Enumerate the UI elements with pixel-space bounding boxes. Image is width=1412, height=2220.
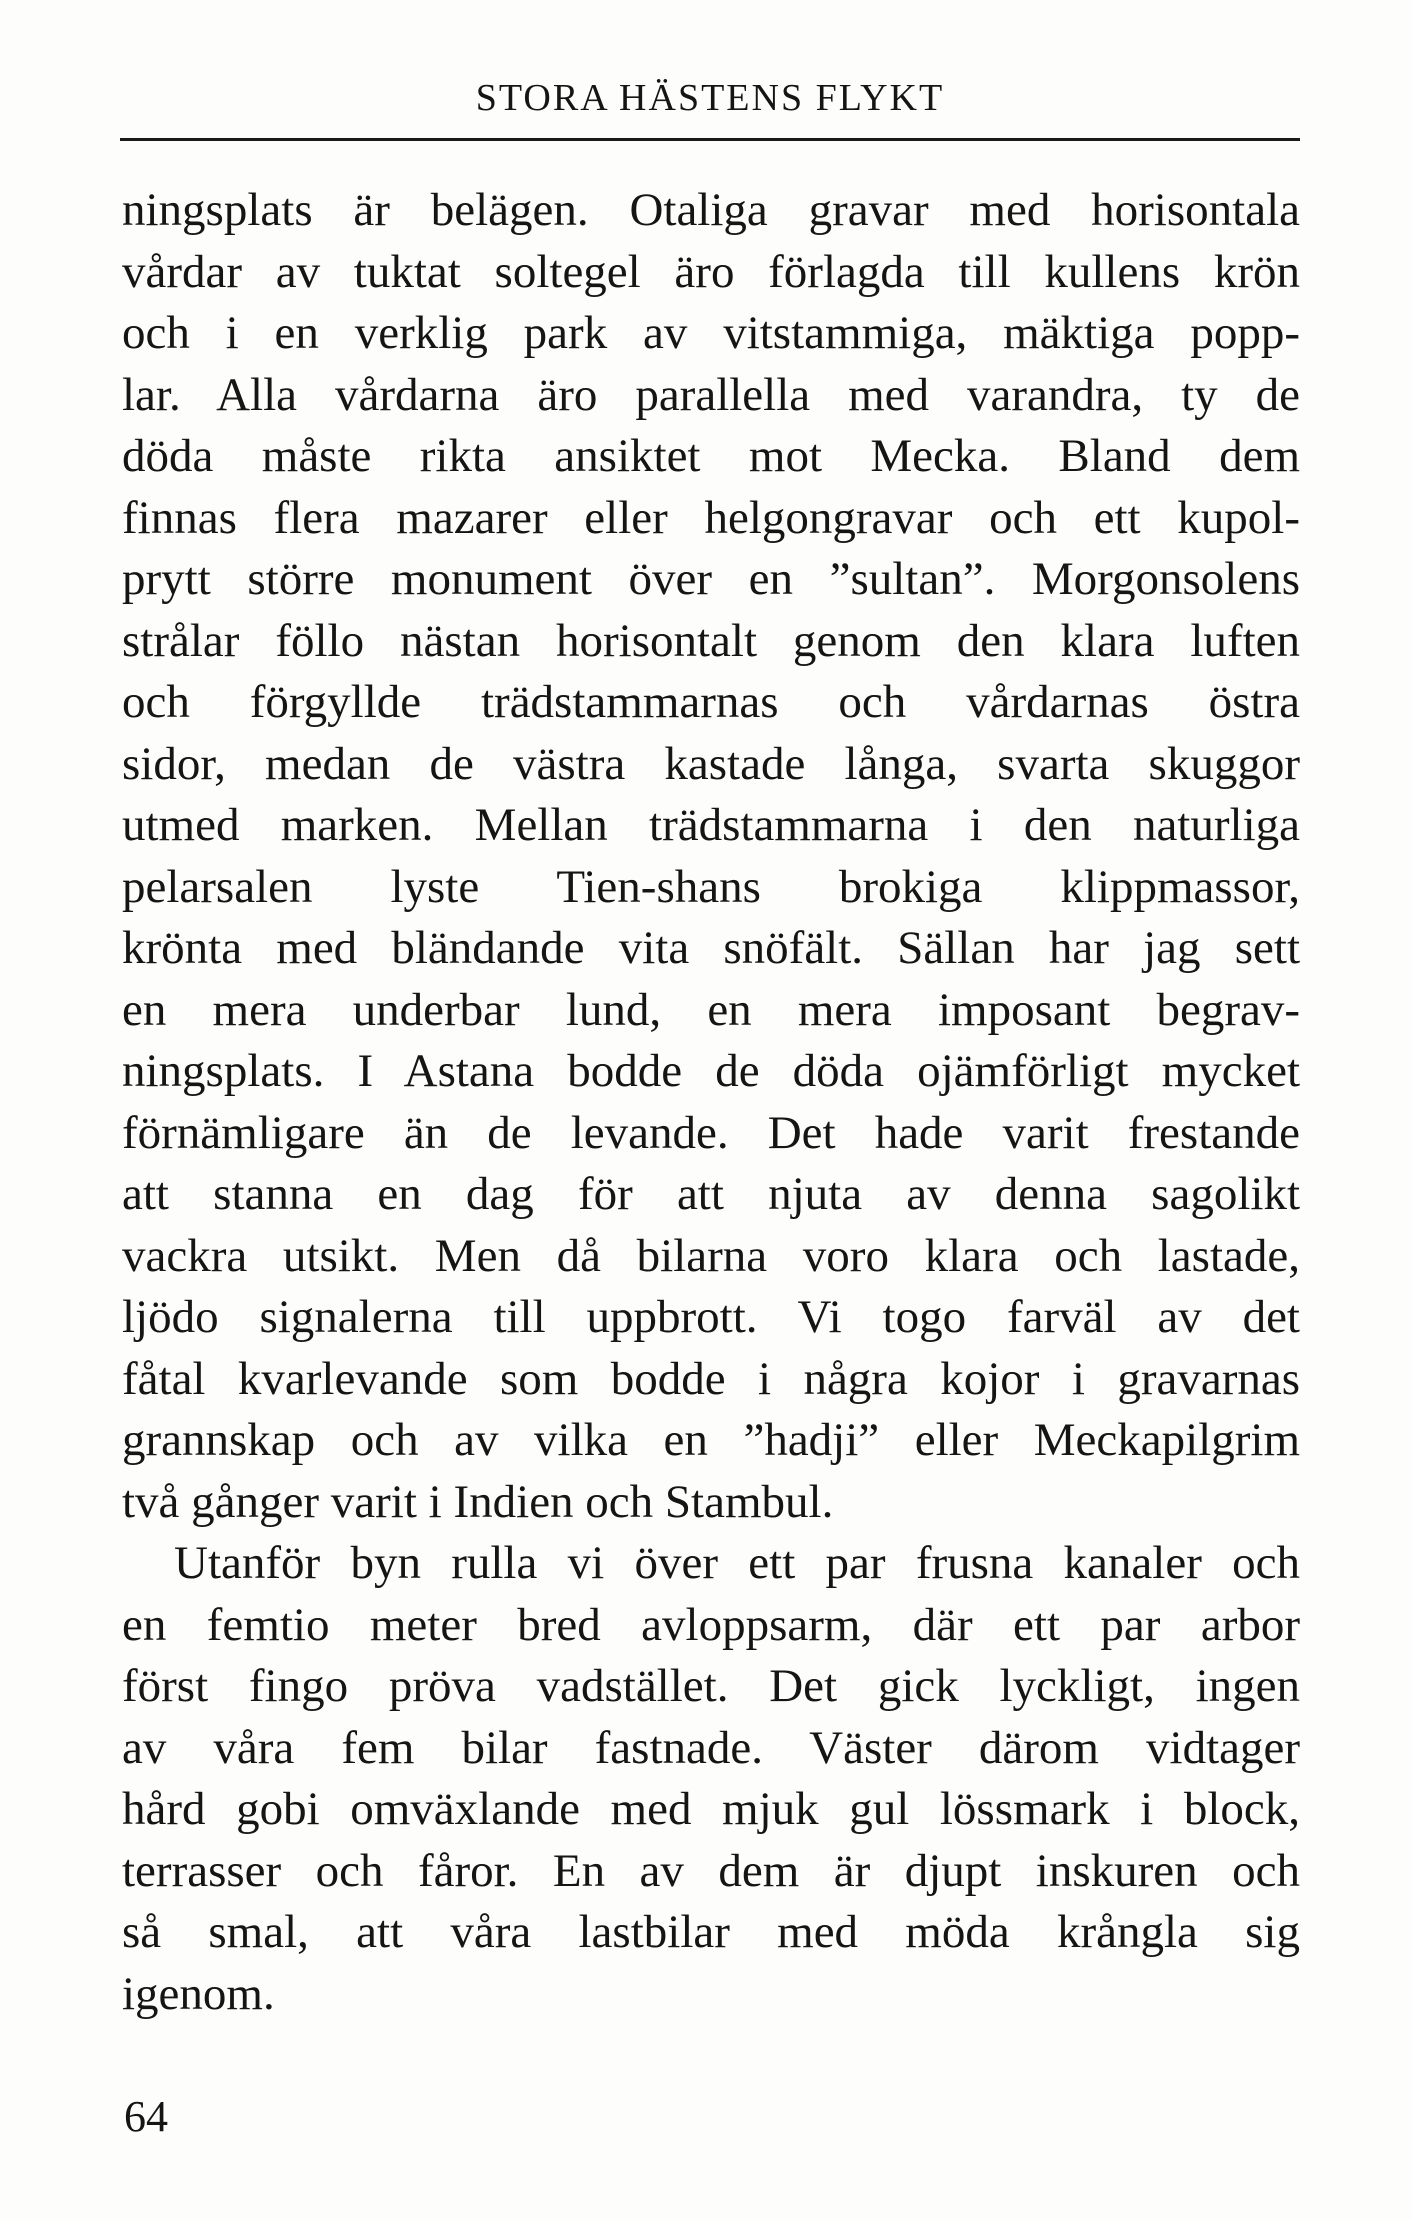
- text-line: förnämligare än de levande. Det hade varit frestande: [122, 1106, 1300, 1159]
- text-line: två gånger varit i Indien och Stambul.: [122, 1475, 834, 1528]
- text-line: ningsplats är belägen. Otaliga gravar med horisontala: [122, 184, 1300, 236]
- text-line: prytt större monument över en ”sultan”. Morgonsolens: [122, 553, 1300, 605]
- text-line: finnas flera mazarer eller helgongravar och ett kupol-: [122, 491, 1300, 544]
- running-head: STORA HÄSTENS FLYKT: [475, 77, 945, 119]
- text-line: ljödo signalerna till uppbrott. Vi togo farväl av det: [122, 1291, 1300, 1343]
- text-line: först fingo pröva vadstället. Det gick lyckligt, ingen: [122, 1660, 1300, 1712]
- paragraph-2: [122, 1533, 1300, 2025]
- text-line: lar. Alla vårdarna äro parallella med varandra, ty de: [122, 368, 1300, 421]
- text-line: av våra fem bilar fastnade. Väster därom vidtager: [122, 1721, 1300, 1774]
- text-line: ningsplats. I Astana bodde de döda ojämförligt mycket: [122, 1045, 1300, 1097]
- text-line: fåtal kvarlevande som bodde i några kojor i gravarnas: [122, 1352, 1300, 1405]
- text-line: en mera underbar lund, en mera imposant begrav-: [122, 983, 1300, 1036]
- paragraph-1: [122, 180, 1300, 1533]
- text-line: sidor, medan de västra kastade långa, svarta skuggor: [122, 737, 1300, 790]
- text-line: utmed marken. Mellan trädstammarna i den naturliga: [122, 799, 1300, 851]
- body-text: [122, 180, 1300, 2025]
- page-number: 64: [124, 2092, 168, 2141]
- text-line: vackra utsikt. Men då bilarna voro klara och lastade,: [122, 1229, 1300, 1282]
- text-line: pelarsalen lyste Tien-shans brokiga klippmassor,: [122, 860, 1300, 913]
- header-rule: [120, 138, 1300, 141]
- text-line: Utanför byn rulla vi över ett par frusna kanaler och: [174, 1537, 1300, 1589]
- text-line: att stanna en dag för att njuta av denna sagolikt: [122, 1168, 1300, 1220]
- text-line: och förgyllde trädstammarnas och vårdarnas östra: [122, 676, 1300, 728]
- text-line: krönta med bländande vita snöfält. Sällan har jag sett: [122, 922, 1300, 974]
- text-line: igenom.: [122, 1967, 275, 2020]
- text-line: och i en verklig park av vitstammiga, mäktiga popp-: [122, 307, 1300, 359]
- text-line: en femtio meter bred avloppsarm, där ett par arbor: [122, 1598, 1300, 1651]
- text-line: så smal, att våra lastbilar med möda krångla sig: [122, 1906, 1300, 1958]
- text-line: strålar föllo nästan horisontalt genom den klara luften: [122, 614, 1300, 667]
- text-line: terrasser och fåror. En av dem är djupt inskuren och: [122, 1844, 1300, 1897]
- text-line: hård gobi omväxlande med mjuk gul lössmark i block,: [122, 1783, 1300, 1835]
- text-line: grannskap och av vilka en ”hadji” eller Meckapilgrim: [122, 1414, 1300, 1466]
- text-line: vårdar av tuktat soltegel äro förlagda till kullens krön: [122, 245, 1300, 298]
- text-line: döda måste rikta ansiktet mot Mecka. Bland dem: [122, 430, 1300, 482]
